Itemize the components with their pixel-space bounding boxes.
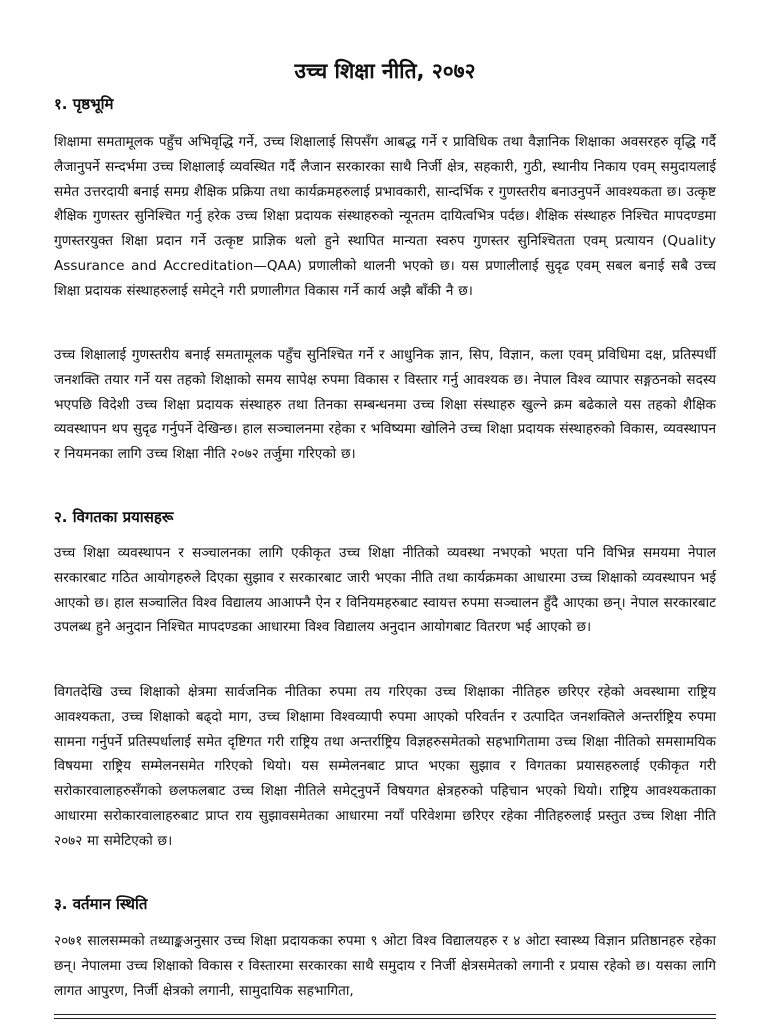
section-heading-current-status: ३. वर्तमान स्थिति	[54, 895, 148, 913]
paragraph: उच्च शिक्षा व्यवस्थापन र सञ्चालनका लागि एकीकृत उच्च शिक्षा नीतिको व्यवस्था नभएको भएता पनि विभिन्न समयमा नेपाल सरकारबाट गठित आयोगहरुले दिएका सुझाव र सरकारबाट जारी भएका नीति तथा कार्यक्रमका आधारमा उच्च शिक्षाको व्यवस्थापन भई आएको छ। हाल सञ्चालित विश्व विद्यालय आआफ्नै ऐन र विनियमहरुबाट स्वायत्त रुपमा सञ्चालन हुँदै आएका छन्। नेपाल सरकारबाट उपलब्ध हुने अनुदान निश्चित मापदण्डका आधारमा विश्व विद्यालय अनुदान आयोगबाट वितरण भई आएको छ।	[54, 545, 716, 636]
paragraph: शिक्षामा समतामूलक पहुँच अभिवृद्धि गर्ने, उच्च शिक्षालाई सिपसँग आबद्ध गर्ने र प्राविधिक तथा वैज्ञानिक शिक्षाका अवसरहरु वृद्धि गर्दै लैजानुपर्ने सन्दर्भमा उच्च शिक्षालाई व्यवस्थित गर्दै लैजान सरकारका साथै निर्जी क्षेत्र, सहकारी, गुठी, स्थानीय निकाय एवम् समुदायलाई समेत उत्तरदायी बनाई समग्र शैक्षिक प्रक्रिया तथा कार्यक्रमहरुलाई प्रभावकारी, सान्दर्भिक र गुणस्तरीय बनाउनुपर्ने आवश्यकता छ। उत्कृष्ट शैक्षिक गुणस्तर सुनिश्चित गर्नु हरेक उच्च शिक्षा प्रदायक संस्थाहरुको न्यूनतम दायित्वभित्र पर्दछ। शैक्षिक संस्थाहरु निश्चित मापदण्डमा गुणस्तरयुक्त शिक्षा प्रदान गर्ने उत्कृष्ट प्राज्ञिक थलो हुने स्थापित मान्यता स्वरुप गुणस्तर सुनिश्चितता एवम् प्रत्यायन (Quality Assurance and Accreditation—QAA) प्रणालीको थालनी भएको छ। यस प्रणालीलाई सुदृढ एवम् सबल बनाई सबै उच्च शिक्षा प्रदायक संस्थाहरुलाई समेट्ने गरी प्रणालीगत विकास गर्ने कार्य अझै बाँकी नै छ।	[54, 134, 716, 299]
section-heading-background: १. पृष्ठभूमि	[54, 95, 114, 113]
document-title: उच्च शिक्षा नीति, २०७२	[294, 59, 476, 83]
footer-rule	[54, 1014, 716, 1015]
footer-rule	[54, 1018, 716, 1019]
document-page	[54, 0, 716, 1024]
paragraph: २०७१ सालसम्मको तथ्याङ्कअनुसार उच्च शिक्षा प्रदायकका रुपमा ९ ओटा विश्व विद्यालयहरु र ४ ओटा स्वास्थ्य विज्ञान प्रतिष्ठानहरु रहेका छन्। नेपालमा उच्च शिक्षाको विकास र विस्तारमा सरकारका साथै समुदाय र निर्जी क्षेत्रसमेतको लगानी र प्रयास रहेको छ। यसका लागि लागत आपुरण, निर्जी क्षेत्रको लगानी, सामुदायिक सहभागिता,	[54, 933, 716, 999]
paragraph: विगतदेखि उच्च शिक्षाको क्षेत्रमा सार्वजनिक नीतिका रुपमा तय गरिएका उच्च शिक्षाका नीतिहरु छरिएर रहेको अवस्थामा राष्ट्रिय आवश्यकता, उच्च शिक्षाको बढ्दो माग, उच्च शिक्षामा विश्वव्यापी रुपमा आएको परिवर्तन र उत्पादित जनशक्तिले अन्तर्राष्ट्रिय रुपमा सामना गर्नुपर्ने प्रतिस्पर्धालाई समेत दृष्टिगत गरी राष्ट्रिय तथा अन्तर्राष्ट्रिय विज्ञहरुसमेतको सहभागितामा उच्च शिक्षा नीतिको समसामयिक विषयमा राष्ट्रिय सम्मेलनसमेत गरिएको थियो। यस सम्मेलनबाट प्राप्त भएका सुझाव र विगतका प्रयासहरुलाई एकीकृत गरी सरोकारवालाहरुसँगको छलफलबाट उच्च शिक्षा नीतिले समेट्नुपर्ने विषयगत क्षेत्रहरुको पहिचान भएको थियो। राष्ट्रिय आवश्यकताका आधारमा सरोकारवालाहरुबाट प्राप्त राय सुझावसमेतका आधारमा नयाँ परिवेशमा छरिएर रहेका नीतिहरुलाई प्रस्तुत उच्च शिक्षा नीति २०७२ मा समेटिएको छ।	[54, 684, 716, 849]
paragraph: उच्च शिक्षालाई गुणस्तरीय बनाई समतामूलक पहुँच सुनिश्चित गर्ने र आधुनिक ज्ञान, सिप, विज्ञान, कला एवम् प्रविधिमा दक्ष, प्रतिस्पर्धी जनशक्ति तयार गर्ने यस तहको शिक्षाको समय सापेक्ष रुपमा विकास र विस्तार गर्नु आवश्यक छ। नेपाल विश्व व्यापार सङ्गठनको सदस्य भएपछि विदेशी उच्च शिक्षा प्रदायक संस्थाहरु तथा तिनका सम्बन्धनमा उच्च शिक्षा संस्थाहरु खुल्ने क्रम बढेकाले यस तहको शैक्षिक व्यवस्थापन थप सुदृढ गर्नुपर्ने देखिन्छ। हाल सञ्चालनमा रहेका र भविष्यमा खोलिने उच्च शिक्षा प्रदायक संस्थाहरुको विकास, व्यवस्थापन र नियमनका लागि उच्च शिक्षा नीति २०७२ तर्जुमा गरिएको छ।	[54, 347, 716, 463]
section-heading-past-efforts: २. विगतका प्रयासहरू	[54, 508, 174, 526]
